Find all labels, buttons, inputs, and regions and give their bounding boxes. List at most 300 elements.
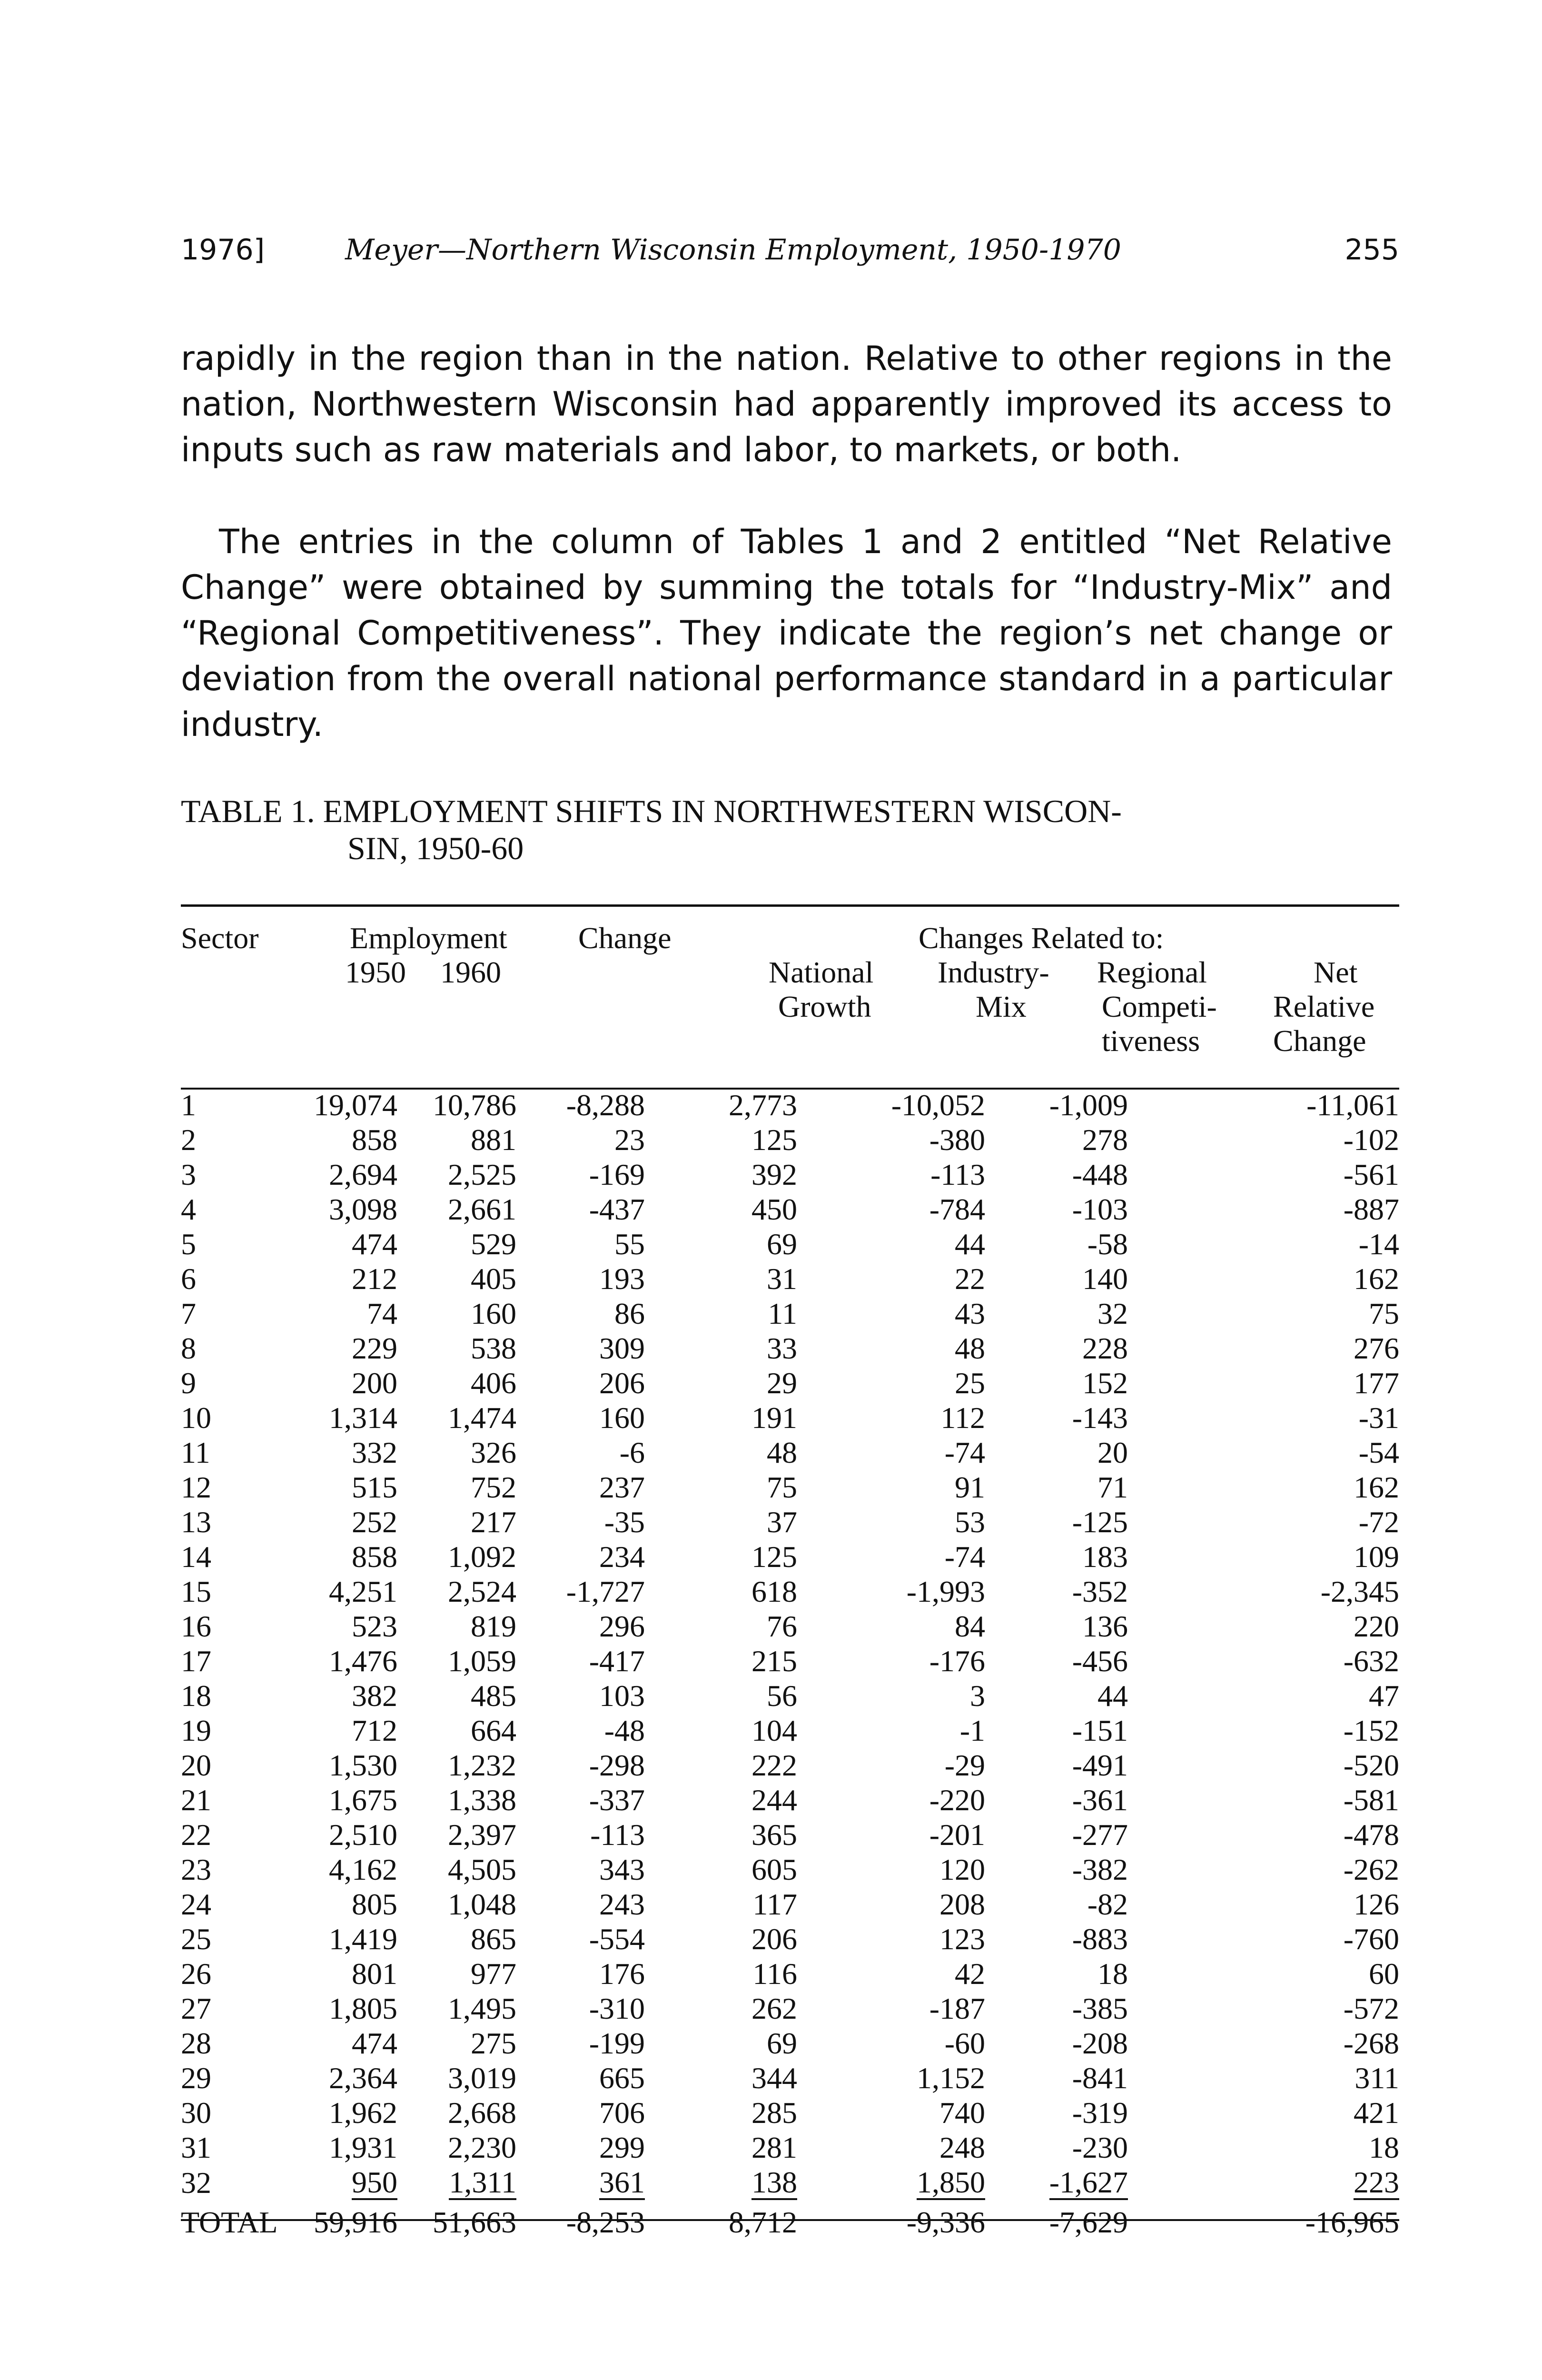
- cell-change: [516, 1192, 645, 1227]
- cell-national-growth: [645, 2061, 797, 2095]
- cell-value: -478: [1343, 1818, 1399, 1852]
- cell-change: [516, 2130, 645, 2165]
- cell-value: -1,727: [566, 1575, 645, 1608]
- table-row: [181, 2061, 1399, 2095]
- cell-value: 208: [939, 1887, 985, 1921]
- cell-value: 523: [352, 1609, 397, 1643]
- cell-value: -561: [1343, 1158, 1399, 1191]
- cell-value: 1,314: [329, 1401, 397, 1435]
- cell-value: 86: [614, 1297, 645, 1330]
- table-row: [181, 1505, 1399, 1539]
- cell-national-growth: [645, 1852, 797, 1887]
- cell-employment-1950: [295, 1227, 397, 1261]
- cell-employment-1960: [397, 1713, 516, 1748]
- cell-regional-competitiveness: [985, 1400, 1128, 1435]
- cell-national-growth: [645, 1887, 797, 1922]
- cell-sector: [181, 1227, 295, 1261]
- cell-employment-1950: [295, 1296, 397, 1331]
- cell-value: -1,993: [906, 1575, 985, 1608]
- header-industry-1: Industry-: [938, 955, 1049, 989]
- cell-value: 365: [751, 1818, 797, 1852]
- cell-change: [516, 1922, 645, 1956]
- cell-value: 60: [1369, 1957, 1399, 1991]
- cell-value: 74: [367, 1297, 397, 1330]
- cell-value: 4: [181, 1192, 196, 1226]
- cell-employment-1960: [397, 1366, 516, 1400]
- cell-value: 343: [599, 1853, 645, 1886]
- cell-value: 296: [599, 1609, 645, 1643]
- cell-value: 1,338: [448, 1783, 516, 1817]
- cell-value: 162: [1354, 1262, 1399, 1296]
- cell-change: [516, 1157, 645, 1192]
- cell-value: 1,476: [329, 1644, 397, 1678]
- cell-value: 28: [181, 2026, 211, 2060]
- cell-net-relative-change: [1128, 1887, 1399, 1922]
- cell-industry-mix: [797, 1435, 985, 1470]
- cell-employment-1960: [397, 1296, 516, 1331]
- cell-net-relative-change: [1128, 1088, 1399, 1122]
- cell-value: 2,668: [448, 2096, 516, 2130]
- cell-net-relative-change: [1128, 1435, 1399, 1470]
- cell-value: -337: [589, 1783, 645, 1817]
- cell-value: -152: [1343, 1714, 1399, 1747]
- table-row: [181, 1817, 1399, 1852]
- table-row: [181, 1296, 1399, 1331]
- cell-value: -352: [1072, 1575, 1128, 1608]
- cell-national-growth: [645, 1817, 797, 1852]
- table-row: [181, 1470, 1399, 1505]
- cell-value: 30: [181, 2096, 211, 2130]
- cell-value: 138: [751, 2165, 797, 2199]
- cell-national-growth: [645, 1157, 797, 1192]
- cell-value: 112: [940, 1401, 985, 1435]
- cell-value: 21: [181, 1783, 211, 1817]
- header-national-1: National: [769, 955, 874, 989]
- cell-industry-mix: [797, 1956, 985, 1991]
- cell-value: 91: [955, 1470, 985, 1504]
- cell-value: -2,345: [1320, 1575, 1399, 1608]
- cell-industry-mix: [797, 1296, 985, 1331]
- cell-value: 48: [955, 1331, 985, 1365]
- cell-value: 406: [471, 1366, 516, 1400]
- cell-value: 3: [181, 1158, 196, 1191]
- total-sector: TOTAL: [181, 2205, 278, 2239]
- cell-net-relative-change: [1128, 1192, 1399, 1227]
- cell-industry-mix: [797, 1331, 985, 1366]
- table-row: [181, 1748, 1399, 1783]
- cell-value: 248: [939, 2131, 985, 2164]
- cell-value: 237: [599, 1470, 645, 1504]
- cell-value: 7: [181, 1297, 196, 1330]
- table-caption: [181, 793, 1399, 867]
- cell-sector: [181, 1678, 295, 1713]
- cell-national-growth: [645, 1678, 797, 1713]
- cell-national-growth: [645, 1713, 797, 1748]
- table-row: [181, 1887, 1399, 1922]
- cell-industry-mix: [797, 2130, 985, 2165]
- page-number: 255: [1344, 233, 1399, 267]
- cell-value: -11,061: [1306, 1088, 1399, 1122]
- cell-value: 712: [352, 1714, 397, 1747]
- cell-industry-mix: [797, 1470, 985, 1505]
- cell-employment-1960: [397, 1922, 516, 1956]
- cell-change: [516, 1887, 645, 1922]
- table-row: [181, 1678, 1399, 1713]
- cell-value: -581: [1343, 1783, 1399, 1817]
- cell-value: 881: [471, 1123, 516, 1157]
- cell-value: -199: [589, 2026, 645, 2060]
- cell-value: 33: [767, 1331, 797, 1365]
- cell-employment-1950: [295, 1505, 397, 1539]
- cell-value: 12: [181, 1470, 211, 1504]
- cell-value: 2,524: [448, 1575, 516, 1608]
- cell-national-growth: [645, 2095, 797, 2130]
- cell-value: -74: [944, 1436, 985, 1469]
- cell-value: 31: [767, 1262, 797, 1296]
- cell-value: 9: [181, 1366, 196, 1400]
- cell-value: 37: [767, 1505, 797, 1539]
- cell-net-relative-change: [1128, 1157, 1399, 1192]
- cell-sector: [181, 1644, 295, 1678]
- cell-value: 326: [471, 1436, 516, 1469]
- cell-change: [516, 1366, 645, 1400]
- cell-value: 11: [181, 1436, 210, 1469]
- cell-value: 281: [751, 2131, 797, 2164]
- cell-value: 309: [599, 1331, 645, 1365]
- table-row: [181, 1783, 1399, 1817]
- cell-value: 19: [181, 1714, 211, 1747]
- cell-value: 229: [352, 1331, 397, 1365]
- cell-sector: [181, 1574, 295, 1609]
- cell-value: 244: [751, 1783, 797, 1817]
- cell-regional-competitiveness: [985, 1817, 1128, 1852]
- cell-value: -58: [1087, 1227, 1128, 1261]
- header-regional-1: Regional: [1097, 955, 1207, 989]
- table-row: [181, 1192, 1399, 1227]
- cell-sector: [181, 1470, 295, 1505]
- cell-employment-1950: [295, 1783, 397, 1817]
- cell-value: 950: [352, 2165, 397, 2199]
- cell-value: 123: [939, 1922, 985, 1956]
- cell-sector: [181, 1366, 295, 1400]
- cell-sector: [181, 1956, 295, 1991]
- cell-value: 243: [599, 1887, 645, 1921]
- cell-employment-1960: [397, 1261, 516, 1296]
- cell-employment-1960: [397, 1435, 516, 1470]
- cell-employment-1960: [397, 1539, 516, 1574]
- cell-regional-competitiveness: [985, 1435, 1128, 1470]
- cell-employment-1950: [295, 1088, 397, 1122]
- cell-change: [516, 1574, 645, 1609]
- body-paragraph-2: The entries in the column of Tables 1 and 2 entitled “Net Relative Change” were obtained by summing the totals for “Industry-Mix” and “Regional Competitiveness”. They indicate the region’s net change or deviation from the overall national performance standard in a particular industry.: [181, 522, 1392, 744]
- cell-value: 332: [352, 1436, 397, 1469]
- cell-change: [516, 1609, 645, 1644]
- cell-industry-mix: [797, 1539, 985, 1574]
- cell-regional-competitiveness: [985, 1574, 1128, 1609]
- cell-net-relative-change: [1128, 1331, 1399, 1366]
- cell-net-relative-change: [1128, 1991, 1399, 2026]
- cell-value: 2,364: [329, 2061, 397, 2095]
- cell-sector: [181, 1296, 295, 1331]
- cell-change: [516, 2026, 645, 2061]
- table-row: [181, 2130, 1399, 2165]
- cell-value: -382: [1072, 1853, 1128, 1886]
- cell-employment-1950: [295, 1470, 397, 1505]
- header-regional-2: Competi-: [1102, 990, 1217, 1023]
- cell-value: 206: [599, 1366, 645, 1400]
- cell-value: 801: [352, 1957, 397, 1991]
- cell-value: 10,786: [433, 1088, 516, 1122]
- cell-employment-1950: [295, 1331, 397, 1366]
- cell-net-relative-change: [1128, 1227, 1399, 1261]
- table-row: [181, 1644, 1399, 1678]
- cell-change: [516, 1678, 645, 1713]
- cell-sector: [181, 1539, 295, 1574]
- cell-sector: [181, 2026, 295, 2061]
- cell-regional-competitiveness: [985, 1088, 1128, 1122]
- cell-value: -201: [929, 1818, 985, 1852]
- cell-value: -1,627: [1049, 2165, 1128, 2199]
- cell-sector: [181, 1783, 295, 1817]
- cell-national-growth: [645, 1748, 797, 1783]
- cell-value: 76: [767, 1609, 797, 1643]
- cell-value: 44: [955, 1227, 985, 1261]
- cell-regional-competitiveness: [985, 1678, 1128, 1713]
- cell-value: -887: [1343, 1192, 1399, 1226]
- cell-value: 55: [614, 1227, 645, 1261]
- cell-value: -448: [1072, 1158, 1128, 1191]
- cell-value: 222: [751, 1748, 797, 1782]
- cell-value: 14: [181, 1540, 211, 1574]
- cell-regional-competitiveness: [985, 2061, 1128, 2095]
- cell-net-relative-change: [1128, 1400, 1399, 1435]
- cell-value: 529: [471, 1227, 516, 1261]
- cell-value: 3: [970, 1679, 985, 1713]
- cell-value: -54: [1358, 1436, 1399, 1469]
- table-row: [181, 2095, 1399, 2130]
- cell-regional-competitiveness: [985, 2026, 1128, 2061]
- cell-value: 22: [181, 1818, 211, 1852]
- cell-value: 140: [1082, 1262, 1128, 1296]
- cell-value: 42: [955, 1957, 985, 1991]
- body-paragraph-1: rapidly in the region than in the nation. Relative to other regions in the nation, Northwestern Wisconsin had apparently improved its access to inputs such as raw materials and labor, to markets, or both.: [181, 339, 1392, 469]
- cell-value: -456: [1072, 1644, 1128, 1678]
- cell-value: -14: [1358, 1227, 1399, 1261]
- cell-regional-competitiveness: [985, 1505, 1128, 1539]
- cell-industry-mix: [797, 1609, 985, 1644]
- cell-value: 223: [1354, 2165, 1399, 2199]
- table-total-row: [181, 2200, 1399, 2240]
- cell-value: -31: [1358, 1401, 1399, 1435]
- cell-change: [516, 1296, 645, 1331]
- cell-value: 215: [751, 1644, 797, 1678]
- cell-value: 20: [181, 1748, 211, 1782]
- cell-regional-competitiveness: [985, 2130, 1128, 2165]
- cell-value: 220: [1354, 1609, 1399, 1643]
- cell-employment-1960: [397, 2095, 516, 2130]
- cell-employment-1950: [295, 1678, 397, 1713]
- cell-sector: [181, 1817, 295, 1852]
- cell-value: 84: [955, 1609, 985, 1643]
- cell-value: 212: [352, 1262, 397, 1296]
- cell-value: 252: [352, 1505, 397, 1539]
- cell-industry-mix: [797, 1852, 985, 1887]
- cell-regional-competitiveness: [985, 1261, 1128, 1296]
- cell-industry-mix: [797, 2095, 985, 2130]
- cell-value: 16: [181, 1609, 211, 1643]
- cell-regional-competitiveness: [985, 1192, 1128, 1227]
- cell-net-relative-change: [1128, 1470, 1399, 1505]
- cell-employment-1960: [397, 1783, 516, 1817]
- cell-value: 278: [1082, 1123, 1128, 1157]
- table-row: [181, 1400, 1399, 1435]
- cell-value: -262: [1343, 1853, 1399, 1886]
- cell-industry-mix: [797, 1157, 985, 1192]
- cell-employment-1950: [295, 1852, 397, 1887]
- cell-value: -230: [1072, 2131, 1128, 2164]
- cell-value: 382: [352, 1679, 397, 1713]
- cell-regional-competitiveness: [985, 1366, 1128, 1400]
- cell-value: 29: [181, 2061, 211, 2095]
- cell-employment-1950: [295, 1366, 397, 1400]
- cell-net-relative-change: [1128, 1713, 1399, 1748]
- cell-value: 53: [955, 1505, 985, 1539]
- cell-value: 858: [352, 1123, 397, 1157]
- cell-value: 1,962: [329, 2096, 397, 2130]
- cell-change: [516, 1470, 645, 1505]
- cell-value: -113: [930, 1158, 985, 1191]
- cell-value: -841: [1072, 2061, 1128, 2095]
- cell-value: 109: [1354, 1540, 1399, 1574]
- header-industry-2: Mix: [976, 990, 1027, 1023]
- cell-employment-1960: [397, 1574, 516, 1609]
- cell-regional-competitiveness: [985, 1157, 1128, 1192]
- cell-value: 160: [599, 1401, 645, 1435]
- cell-employment-1950: [295, 1922, 397, 1956]
- header-net-1: Net: [1314, 955, 1358, 989]
- cell-value: -113: [590, 1818, 645, 1852]
- table-row: [181, 1539, 1399, 1574]
- cell-net-relative-change: [1128, 1922, 1399, 1956]
- running-head-year: 1976]: [181, 233, 265, 267]
- cell-national-growth: [645, 1922, 797, 1956]
- table-row: [181, 2165, 1399, 2200]
- cell-national-growth: [645, 1088, 797, 1122]
- cell-employment-1960: [397, 1887, 516, 1922]
- cell-value: 160: [471, 1297, 516, 1330]
- cell-value: 25: [181, 1922, 211, 1956]
- cell-sector: [181, 1991, 295, 2026]
- cell-value: 2,230: [448, 2131, 516, 2164]
- table-row: [181, 1366, 1399, 1400]
- cell-value: -268: [1343, 2026, 1399, 2060]
- cell-value: -632: [1343, 1644, 1399, 1678]
- cell-net-relative-change: [1128, 1574, 1399, 1609]
- cell-value: -361: [1072, 1783, 1128, 1817]
- cell-value: 177: [1354, 1366, 1399, 1400]
- cell-value: 1,048: [448, 1887, 516, 1921]
- cell-sector: [181, 1088, 295, 1122]
- cell-regional-competitiveness: [985, 1748, 1128, 1783]
- cell-sector: [181, 1505, 295, 1539]
- cell-employment-1960: [397, 1505, 516, 1539]
- cell-value: 977: [471, 1957, 516, 1991]
- cell-value: 664: [471, 1714, 516, 1747]
- cell-value: 740: [939, 2096, 985, 2130]
- cell-employment-1950: [295, 1609, 397, 1644]
- cell-value: 56: [767, 1679, 797, 1713]
- cell-value: -784: [929, 1192, 985, 1226]
- cell-value: 4,251: [329, 1575, 397, 1608]
- cell-value: 47: [1369, 1679, 1399, 1713]
- cell-value: 18: [1369, 2131, 1399, 2164]
- cell-sector: [181, 1192, 295, 1227]
- cell-employment-1950: [295, 2061, 397, 2095]
- cell-change: [516, 1852, 645, 1887]
- header-1950: 1950: [345, 955, 406, 989]
- table-row: [181, 1713, 1399, 1748]
- cell-value: -277: [1072, 1818, 1128, 1852]
- running-head-title: Meyer—Northern Wisconsin Employment, 1950-1970: [345, 233, 1121, 267]
- cell-value: 2,397: [448, 1818, 516, 1852]
- cell-value: -883: [1072, 1922, 1128, 1956]
- cell-employment-1950: [295, 1817, 397, 1852]
- cell-net-relative-change: [1128, 2026, 1399, 2061]
- cell-regional-competitiveness: [985, 1122, 1128, 1157]
- cell-employment-1950: [295, 1713, 397, 1748]
- cell-value: 22: [955, 1262, 985, 1296]
- employment-shifts-table: [181, 921, 1399, 2240]
- cell-regional-competitiveness: [985, 1852, 1128, 1887]
- header-changes-related: Changes Related to:: [919, 921, 1164, 955]
- table-row: [181, 1574, 1399, 1609]
- cell-value: -176: [929, 1644, 985, 1678]
- cell-value: -169: [589, 1158, 645, 1191]
- cell-regional-competitiveness: [985, 1296, 1128, 1331]
- cell-value: 20: [1097, 1436, 1128, 1469]
- cell-value: 152: [1082, 1366, 1128, 1400]
- cell-value: 44: [1097, 1679, 1128, 1713]
- cell-employment-1950: [295, 2130, 397, 2165]
- table-row: [181, 1852, 1399, 1887]
- cell-value: 18: [1097, 1957, 1128, 1991]
- header-net-3: Change: [1273, 1024, 1366, 1058]
- cell-employment-1950: [295, 1574, 397, 1609]
- cell-regional-competitiveness: [985, 1887, 1128, 1922]
- cell-industry-mix: [797, 1261, 985, 1296]
- cell-value: 276: [1354, 1331, 1399, 1365]
- cell-sector: [181, 1331, 295, 1366]
- cell-industry-mix: [797, 1678, 985, 1713]
- cell-net-relative-change: [1128, 1539, 1399, 1574]
- cell-sector: [181, 1157, 295, 1192]
- cell-employment-1960: [397, 1852, 516, 1887]
- cell-value: 2,510: [329, 1818, 397, 1852]
- cell-value: 27: [181, 1992, 211, 2025]
- cell-value: 285: [751, 2096, 797, 2130]
- cell-national-growth: [645, 1400, 797, 1435]
- cell-value: -760: [1343, 1922, 1399, 1956]
- cell-employment-1950: [295, 1122, 397, 1157]
- cell-employment-1960: [397, 1956, 516, 1991]
- cell-value: 752: [471, 1470, 516, 1504]
- cell-employment-1960: [397, 2130, 516, 2165]
- cell-employment-1960: [397, 1122, 516, 1157]
- cell-value: 2,525: [448, 1158, 516, 1191]
- cell-employment-1960: [397, 1400, 516, 1435]
- cell-national-growth: [645, 2026, 797, 2061]
- cell-change: [516, 1644, 645, 1678]
